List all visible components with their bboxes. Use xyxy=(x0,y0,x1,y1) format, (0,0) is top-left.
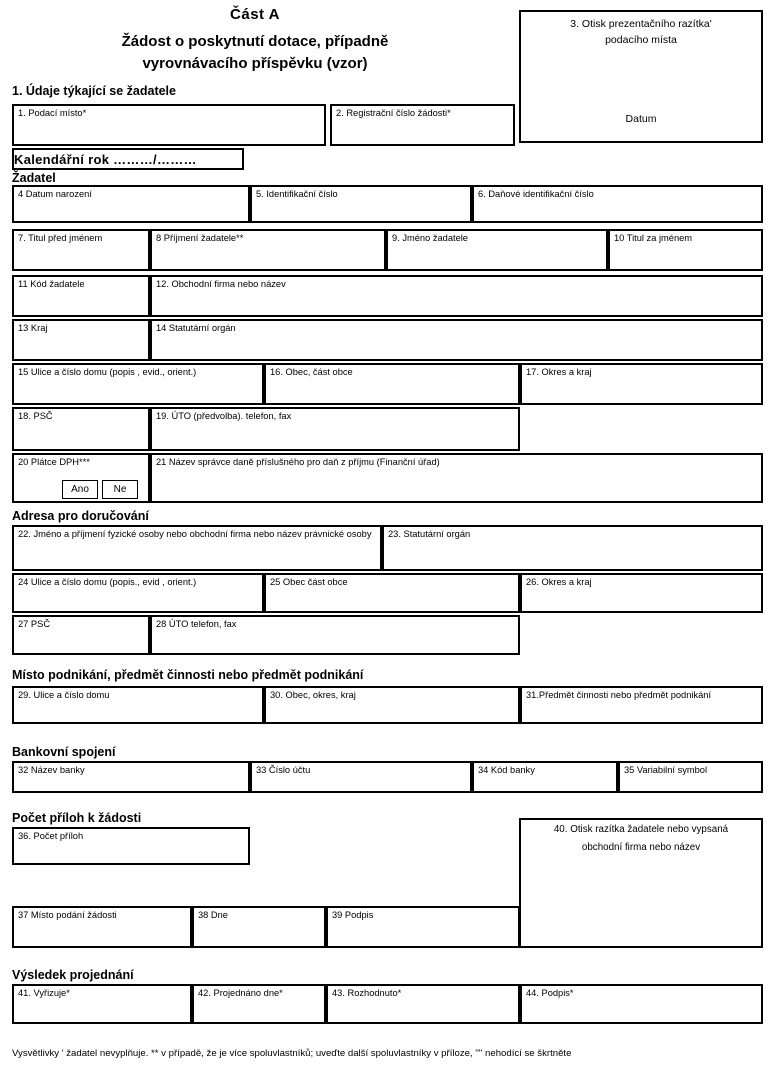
field-2-label: 2. Registrační číslo žádosti* xyxy=(336,108,451,118)
field-35-variabilni-symbol[interactable] xyxy=(618,761,763,793)
field-30-label: 30. Obec, okres, kraj xyxy=(270,690,356,700)
field-41-label: 41. Vyřizuje* xyxy=(18,988,70,998)
field-33-cislo-uctu[interactable] xyxy=(250,761,472,793)
field-26-okres-kraj[interactable] xyxy=(520,573,763,613)
field-27-label: 27 PSČ xyxy=(18,619,51,629)
section-zadatel: Žadatel xyxy=(12,171,56,185)
field-18-psc[interactable] xyxy=(12,407,150,451)
field-3-label-line-1: 3. Otisk prezentačního razítka' xyxy=(570,18,712,30)
field-29-label: 29. Ulice a číslo domu xyxy=(18,690,110,700)
field-28-label: 28 ÚTO telefon, fax xyxy=(156,619,237,629)
field-38-dne[interactable] xyxy=(192,906,326,948)
field-19-uto-telefon-fax[interactable] xyxy=(150,407,520,451)
field-10-titul-za-jmenem[interactable] xyxy=(608,229,763,271)
field-20-ano-checkbox[interactable]: Ano xyxy=(62,480,98,499)
field-42-label: 42. Projednáno dne* xyxy=(198,988,283,998)
field-36-label: 36. Počet příloh xyxy=(18,831,84,841)
field-14-statutarni-organ[interactable] xyxy=(150,319,763,361)
field-7-label: 7. Titul před jménem xyxy=(18,233,103,243)
field-12-label: 12. Obchodní firma nebo název xyxy=(156,279,286,289)
field-6-label: 6. Daňové identifikační číslo xyxy=(478,189,594,199)
field-40-razitko-zadatele[interactable] xyxy=(519,818,763,948)
field-13-label: 13 Kraj xyxy=(18,323,48,333)
field-35-label: 35 Variabilní symbol xyxy=(624,765,708,775)
section-adresa-pro-dorucovani: Adresa pro doručování xyxy=(12,509,149,523)
field-28-uto-telefon-fax[interactable] xyxy=(150,615,520,655)
field-31-label: 31.Předmět činnosti nebo předmět podnikání xyxy=(526,690,712,700)
field-19-label: 19. ÚTO (předvolba). telefon, fax xyxy=(156,411,292,421)
field-37-misto-podani-zadosti[interactable] xyxy=(12,906,192,948)
field-44-podpis[interactable] xyxy=(520,984,763,1024)
field-34-kod-banky[interactable] xyxy=(472,761,618,793)
field-20-ne-checkbox[interactable]: Ne xyxy=(102,480,138,499)
kalendarni-rok-box[interactable] xyxy=(12,148,244,170)
field-7-titul-pred-jmenem[interactable] xyxy=(12,229,150,271)
field-12-obchodni-firma[interactable] xyxy=(150,275,763,317)
field-16-label: 16. Obec, část obce xyxy=(270,367,353,377)
field-15-ulice-cislo-domu[interactable] xyxy=(12,363,264,405)
field-23-statutarni-organ[interactable] xyxy=(382,525,763,571)
field-4-datum-narozeni[interactable] xyxy=(12,185,250,223)
field-29-ulice-cislo-domu[interactable] xyxy=(12,686,264,724)
field-25-obec-cast-obce[interactable] xyxy=(264,573,520,613)
field-40-label-line-1: 40. Otisk razítka žadatele nebo vypsaná xyxy=(553,824,729,835)
field-1-podaci-misto[interactable] xyxy=(12,104,326,146)
field-36-pocet-priloh[interactable] xyxy=(12,827,250,865)
kalendarni-rok-label: Kalendářní rok ………/……… xyxy=(14,152,197,167)
field-11-kod-zadatele[interactable] xyxy=(12,275,150,317)
field-8-label: 8 Příjmení žadatele** xyxy=(156,233,244,243)
field-1-label: 1. Podací místo* xyxy=(18,108,87,118)
field-3-label-line-2: podacího místa xyxy=(605,34,677,46)
field-39-podpis[interactable] xyxy=(326,906,520,948)
field-5-identifikacni-cislo[interactable] xyxy=(250,185,472,223)
field-8-prijmeni-zadatele[interactable] xyxy=(150,229,386,271)
part-label: Část A xyxy=(230,6,280,23)
section-misto-podnikani: Místo podnikání, předmět činnosti nebo předmět podnikání xyxy=(12,668,364,682)
field-37-label: 37 Místo podání žádosti xyxy=(18,910,117,920)
field-20-label: 20 Plátce DPH*** xyxy=(18,457,90,467)
field-9-label: 9. Jméno žadatele xyxy=(392,233,468,243)
field-10-label: 10 Titul za jménem xyxy=(614,233,693,243)
section-bankovni-spojeni: Bankovní spojení xyxy=(12,745,116,759)
field-22-jmeno-prijmeni-firma[interactable] xyxy=(12,525,382,571)
field-23-label: 23. Statutární orgán xyxy=(388,529,471,539)
field-31-predmet-cinnosti[interactable] xyxy=(520,686,763,724)
title-line-1: Žádost o poskytnutí dotace, případně xyxy=(121,33,389,50)
field-38-label: 38 Dne xyxy=(198,910,228,920)
field-14-label: 14 Statutární orgán xyxy=(156,323,236,333)
field-13-kraj[interactable] xyxy=(12,319,150,361)
section-pocet-priloh: Počet příloh k žádosti xyxy=(12,811,142,825)
field-22-label: 22. Jméno a příjmení fyzické osoby nebo obchodní firma nebo název právnické osoby xyxy=(18,529,372,539)
field-5-label: 5. Identifikační číslo xyxy=(256,189,338,199)
field-20-platce-dph[interactable] xyxy=(12,453,150,503)
field-25-label: 25 Obec část obce xyxy=(270,577,348,587)
field-15-label: 15 Ulice a číslo domu (popis , evid., orient.) xyxy=(18,367,197,377)
section-applicant-info: 1. Údaje týkající se žadatele xyxy=(12,84,176,98)
field-16-obec-cast-obce[interactable] xyxy=(264,363,520,405)
field-43-label: 43. Rozhodnuto* xyxy=(332,988,402,998)
field-30-obec-okres-kraj[interactable] xyxy=(264,686,520,724)
field-32-label: 32 Název banky xyxy=(18,765,85,775)
field-34-label: 34 Kód banky xyxy=(478,765,535,775)
section-vysledek-projednani: Výsledek projednání xyxy=(12,968,134,982)
field-40-label-line-2: obchodní firma nebo název xyxy=(581,842,701,853)
field-42-projednano-dne[interactable] xyxy=(192,984,326,1024)
field-26-label: 26. Okres a kraj xyxy=(526,577,592,587)
document-header xyxy=(0,6,510,75)
field-24-label: 24 Ulice a číslo domu (popis., evid , orient.) xyxy=(18,577,197,587)
field-33-label: 33 Číslo účtu xyxy=(256,765,311,775)
field-17-label: 17. Okres a kraj xyxy=(526,367,592,377)
field-9-jmeno-zadatele[interactable] xyxy=(386,229,608,271)
title-line-2: vyrovnávacího příspěvku (vzor) xyxy=(142,54,368,72)
field-3-datum-label: Datum xyxy=(625,113,657,125)
field-27-psc[interactable] xyxy=(12,615,150,655)
field-44-label: 44. Podpis* xyxy=(526,988,574,998)
field-41-vyrizuje[interactable] xyxy=(12,984,192,1024)
field-39-label: 39 Podpis xyxy=(332,910,374,920)
field-11-label: 11 Kód žadatele xyxy=(18,279,85,289)
field-21-label: 21 Název správce daně příslušného pro daň z příjmu (Finanční úřad) xyxy=(156,457,440,467)
footnote: Vysvětlivky ' žadatel nevyplňuje. ** v případě, že je více spoluvlastníků; uveďte další spoluvlastníky v příloze, '"' nehodící se škrtněte xyxy=(12,1048,572,1059)
field-17-okres-kraj[interactable] xyxy=(520,363,763,405)
field-24-ulice-cislo-domu[interactable] xyxy=(12,573,264,613)
field-18-label: 18. PSČ xyxy=(18,411,53,421)
field-43-rozhodnuto[interactable] xyxy=(326,984,520,1024)
field-4-label: 4 Datum narození xyxy=(18,189,92,199)
field-6-danove-identifikacni-cislo[interactable] xyxy=(472,185,763,223)
field-3-presentation-stamp[interactable] xyxy=(519,10,763,143)
field-21-spravce-dane[interactable] xyxy=(150,453,763,503)
field-32-nazev-banky[interactable] xyxy=(12,761,250,793)
field-2-registracni-cislo[interactable] xyxy=(330,104,515,146)
